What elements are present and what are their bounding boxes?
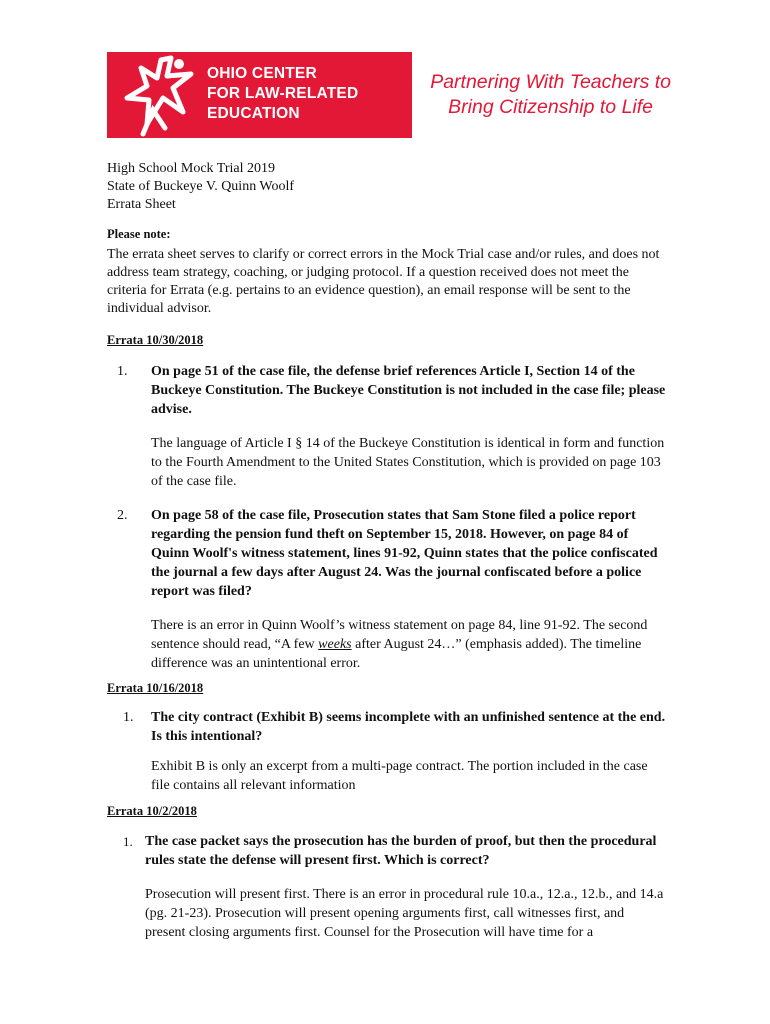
answer-emphasis: weeks [318, 637, 352, 652]
answer-text-pre: There is an error in Quinn Woolf’s witness statement on page 84, line 91-92. The second sentence should read, “A few [151, 618, 648, 652]
item-question: The city contract (Exhibit B) seems incomplete with an unfinished sentence at the end. Is this intentional? [151, 710, 666, 744]
org-line-3: EDUCATION [207, 105, 300, 122]
item-answer: Exhibit B is only an excerpt from a multi-page contract. The portion included in the case file contains all relevant information [151, 759, 648, 793]
item-body [151, 708, 667, 795]
errata-item [107, 362, 667, 491]
section-heading-2: Errata 10/16/2018 [107, 681, 204, 695]
document-body [107, 160, 667, 942]
item-body [151, 506, 667, 673]
header-line-2: State of Buckeye V. Quinn Woolf [107, 179, 295, 194]
banner-brand-panel [107, 52, 412, 138]
item-answer [151, 616, 667, 673]
header-line-3: Errata Sheet [107, 197, 176, 212]
header-banner [107, 52, 693, 138]
star-figure-logo-icon [113, 54, 203, 138]
tagline [430, 70, 671, 120]
item-body [151, 362, 667, 491]
document-header [107, 160, 667, 214]
item-number: 1. [117, 364, 128, 379]
note-label: Please note: [107, 227, 171, 241]
tagline-line-2: Bring Citizenship to Life [448, 96, 654, 118]
item-number: 1. [123, 710, 134, 725]
item-number: 2. [117, 508, 128, 523]
errata-item [107, 832, 667, 942]
section-heading-1: Errata 10/30/2018 [107, 333, 204, 347]
item-question: The case packet says the prosecution has the burden of proof, but then the procedural rules state the defense will present first. Which is correct? [145, 834, 657, 868]
item-answer: The language of Article I § 14 of the Buckeye Constitution is identical in form and function to the Fourth Amendment to the United States Constitution, which is provided on page 103 of the case file. [151, 436, 665, 489]
header-line-1: High School Mock Trial 2019 [107, 161, 276, 176]
banner-tagline-panel [412, 52, 693, 138]
section-heading-3: Errata 10/2/2018 [107, 804, 197, 818]
org-line-1: OHIO CENTER [207, 65, 317, 82]
item-number: 1. [123, 834, 133, 849]
errata-item [107, 506, 667, 673]
item-question: On page 51 of the case file, the defense brief references Article I, Section 14 of the Buckeye Constitution. The Buckeye Constitution is not included in the case file; please advise. [151, 364, 666, 417]
answer-text-post: after August 24…” (emphasis added). The timeline difference was an unintentional error. [151, 637, 642, 671]
item-answer: Prosecution will present first. There is an error in procedural rule 10.a., 12.a., 12.b., and 14.a (pg. 21-23). Prosecution will present opening arguments first, call witnesses first, and present closing arguments first. Counsel for the Prosecution will have time for a [145, 887, 664, 940]
item-body [145, 832, 667, 942]
note-text: The errata sheet serves to clarify or correct errors in the Mock Trial case and/or rules, and does not address team strategy, coaching, or judging protocol. If a question received does not meet the criteria for Errata (e.g. pertains to an evidence question), an email response will be sent to the individual advisor. [107, 247, 660, 316]
org-line-2: FOR LAW-RELATED [207, 85, 359, 102]
item-question: On page 58 of the case file, Prosecution states that Sam Stone filed a police report regarding the pension fund theft on September 15, 2018. However, on page 84 of Quinn Woolf's witness statement, lines 91-92, Quinn states that the police confiscated the journal a few days after August 24. Was the journal confiscated before a police report was filed? [151, 508, 658, 599]
errata-item [107, 708, 667, 795]
tagline-line-1: Partnering With Teachers to [430, 71, 671, 93]
organization-name [207, 64, 358, 124]
